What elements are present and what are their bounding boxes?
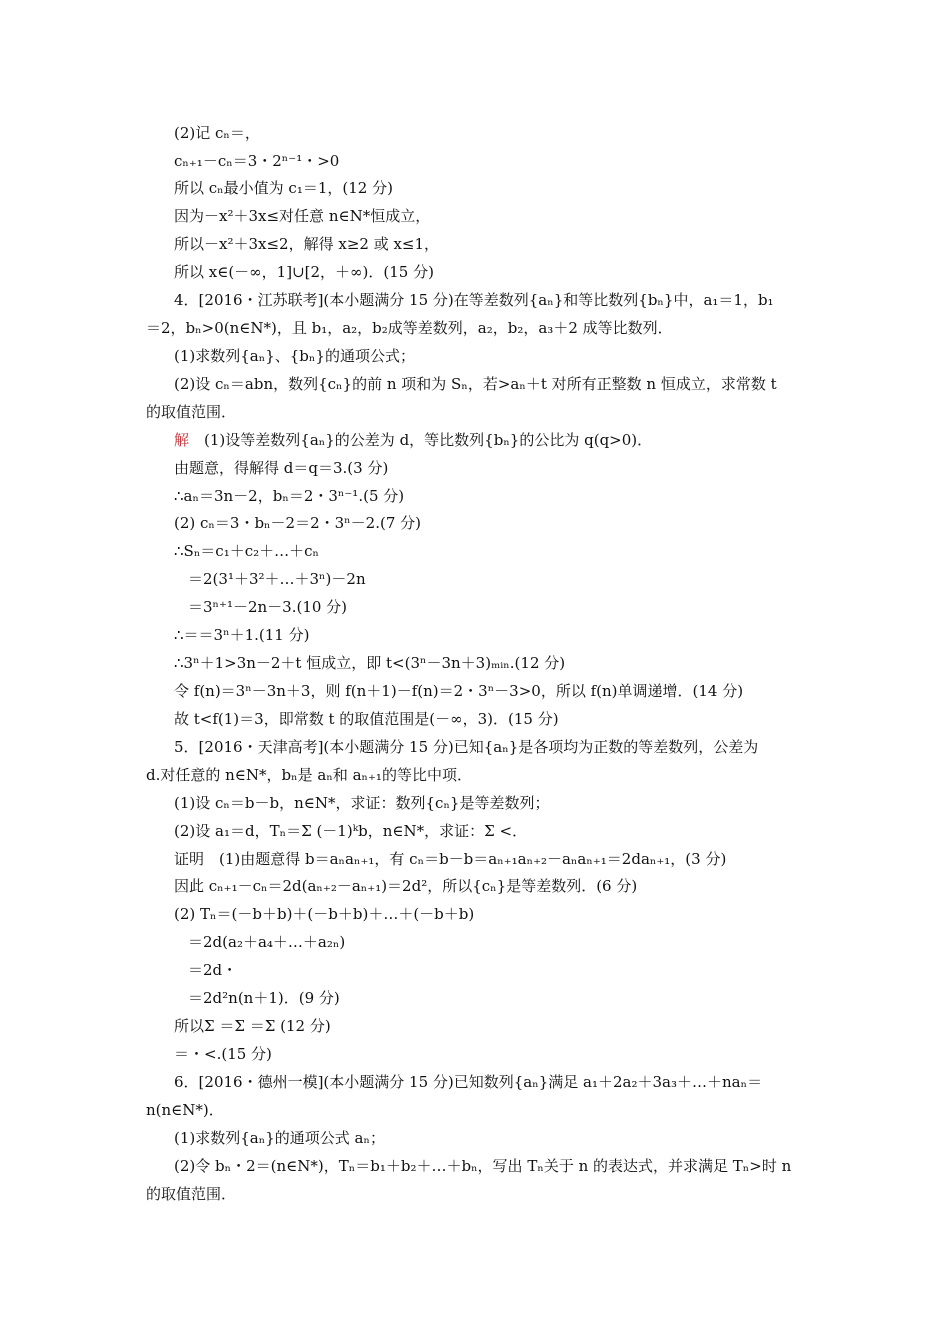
text-line: (1)求数列{aₙ}的通项公式 aₙ； <box>174 1129 385 1147</box>
text-line: (2) cₙ＝3・bₙ－2＝2・3ⁿ－2.(7 分) <box>174 514 421 532</box>
text-line: ＝2d(a₂＋a₄＋…＋a₂ₙ) <box>188 933 346 951</box>
text-line: 的取值范围． <box>146 1185 237 1203</box>
text-line: 令 f(n)＝3ⁿ－3n＋3，则 f(n＋1)－f(n)＝2・3ⁿ－3>0，所以 f(n)单调递增．(14 分) <box>174 682 744 700</box>
text-line: 故 t<f(1)＝3，即常数 t 的取值范围是(－∞，3)．(15 分) <box>174 710 559 728</box>
text-line: 证明 (1)由题意得 b＝aₙaₙ₊₁，有 cₙ＝b－b＝aₙ₊₁aₙ₊₂－aₙaₙ₊₁＝2daₙ₊₁，(3 分) <box>174 850 727 868</box>
text-line: (2)记 cₙ＝， <box>174 124 260 142</box>
text-line: ∴Sₙ＝c₁＋c₂＋…＋cₙ <box>174 542 320 560</box>
text-line: 由题意，得解得 d＝q＝3.(3 分) <box>174 459 389 477</box>
problem-5-heading: 5．[2016・天津高考](本小题满分 15 分)已知{aₙ}是各项均为正数的等差数列，公差为 <box>174 738 759 756</box>
text-line: cₙ₊₁－cₙ＝3・2ⁿ⁻¹・>0 <box>174 152 340 170</box>
text-line: (2)令 bₙ・2＝(n∈N*)，Tₙ＝b₁＋b₂＋…＋bₙ，写出 Tₙ关于 n 的表达式，并求满足 Tₙ>时 n <box>174 1157 792 1175</box>
text-line: ＝2d・ <box>188 961 238 979</box>
text-line: 所以 x∈(－∞，1]∪[2，＋∞)．(15 分) <box>174 263 434 281</box>
text-line: d.对任意的 n∈N*，bₙ是 aₙ和 aₙ₊₁的等比中项． <box>146 766 472 784</box>
problem-6-heading: 6．[2016・德州一模](本小题满分 15 分)已知数列{aₙ}满足 a₁＋2a₂＋3a₃＋…＋naₙ＝ <box>174 1073 763 1091</box>
text-line: 所以 cₙ最小值为 c₁＝1，(12 分) <box>174 179 393 197</box>
solution-line: 解 (1)设等差数列{aₙ}的公差为 d，等比数列{bₙ}的公比为 q(q>0)． <box>174 431 653 449</box>
problem-4-heading: 4．[2016・江苏联考](本小题满分 15 分)在等差数列{aₙ}和等比数列{bₙ}中，a₁＝1，b₁ <box>174 291 774 309</box>
solution-label: 解 <box>174 431 190 449</box>
text-line: ＝2d²n(n＋1)．(9 分) <box>188 989 340 1007</box>
text-line: (2)设 a₁＝d，Tₙ＝Σ (－1)ᵏb，n∈N*，求证：Σ <． <box>174 822 528 840</box>
text-line: 因此 cₙ₊₁－cₙ＝2d(aₙ₊₂－aₙ₊₁)＝2d²，所以{cₙ}是等差数列．(6 分) <box>174 877 638 895</box>
text-line: n(n∈N*)． <box>146 1101 224 1119</box>
text-line: 所以－x²＋3x≤2，解得 x≥2 或 x≤1， <box>174 235 440 253</box>
text-line: (2) Tₙ＝(－b＋b)＋(－b＋b)＋…＋(－b＋b) <box>174 905 475 923</box>
text-line: 的取值范围． <box>146 403 237 421</box>
text-line: ∴3ⁿ＋1>3n－2＋t 恒成立，即 t<(3ⁿ－3n＋3)ₘᵢₙ.(12 分) <box>174 654 566 672</box>
text-line: ＝・<.(15 分) <box>174 1045 272 1063</box>
text-line: (1)求数列{aₙ}、{bₙ}的通项公式； <box>174 347 415 365</box>
text-line: (2)设 cₙ＝abn，数列{cₙ}的前 n 项和为 Sₙ，若>aₙ＋t 对所有正整数 n 恒成立，求常数 t <box>174 375 777 393</box>
text-line: ＝2，bₙ>0(n∈N*)，且 b₁，a₂，b₂成等差数列，a₂，b₂，a₃＋2 成等比数列． <box>146 319 673 337</box>
text-line: ∴＝＝3ⁿ＋1.(11 分) <box>174 626 310 644</box>
text-line: 因为－x²＋3x≤对任意 n∈N*恒成立， <box>174 207 431 225</box>
text-line: ＝2(3¹＋3²＋…＋3ⁿ)－2n <box>188 570 366 588</box>
text-line: ∴aₙ＝3n－2，bₙ＝2・3ⁿ⁻¹.(5 分) <box>174 487 405 505</box>
text-line: 所以Σ ＝Σ ＝Σ (12 分) <box>174 1017 331 1035</box>
text-line: (1)设 cₙ＝b－b，n∈N*，求证：数列{cₙ}是等差数列； <box>174 794 550 812</box>
text-line: ＝3ⁿ⁺¹－2n－3.(10 分) <box>188 598 348 616</box>
